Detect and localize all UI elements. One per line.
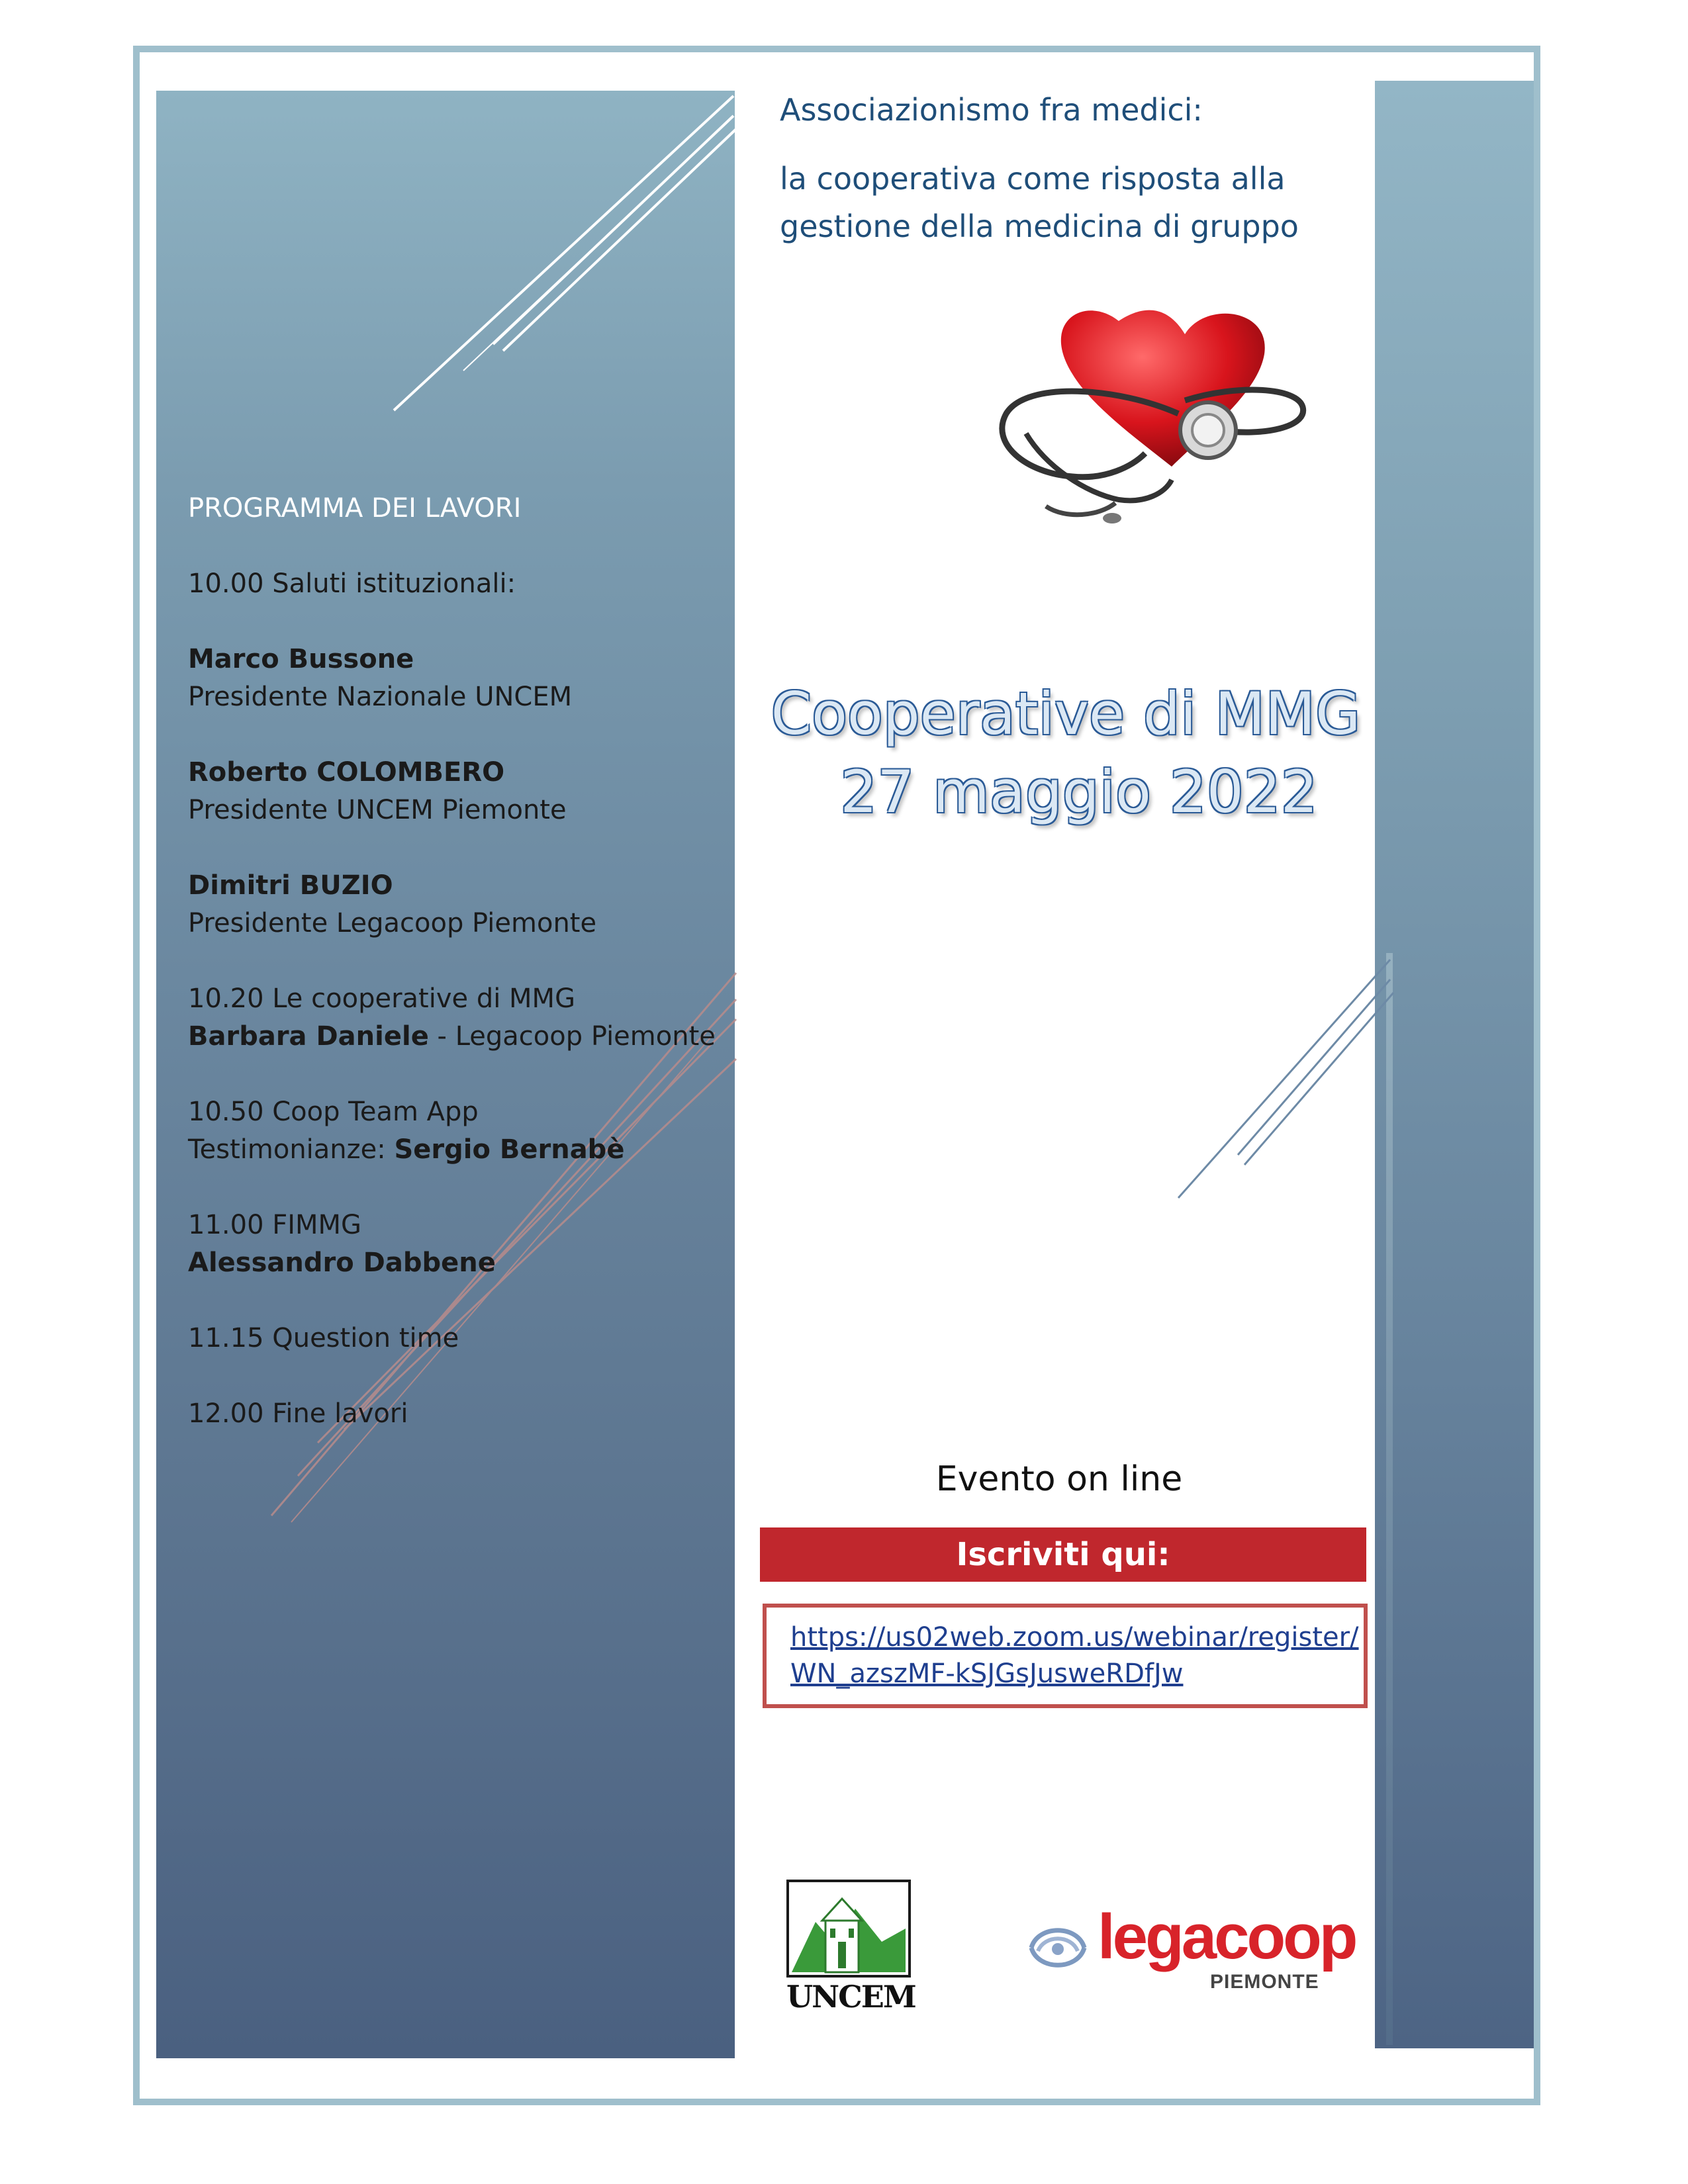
uncem-wordmark: UNCEM	[786, 1979, 915, 2015]
event-mode: Evento on line	[935, 1459, 1183, 1499]
item-1-org: - Legacoop Piemonte	[428, 1021, 716, 1052]
speaker-2-name: Roberto COLOMBERO	[188, 757, 505, 788]
right-strip	[1386, 953, 1393, 2045]
item-1-time: 10.20 Le cooperative di MMG	[188, 983, 576, 1014]
right-panel	[1375, 81, 1534, 2048]
uncem-mountain-icon	[789, 1882, 908, 1975]
register-banner: Iscriviti qui:	[760, 1527, 1366, 1582]
speaker-1-role: Presidente Nazionale UNCEM	[188, 682, 573, 712]
item-2-time: 10.50 Coop Team App	[188, 1097, 479, 1127]
program-saluti: 10.00 Saluti istituzionali:	[188, 569, 516, 599]
register-link-line-1[interactable]: https://us02web.zoom.us/webinar/register/	[790, 1622, 1359, 1653]
item-2-speaker: Sergio Bernabè	[394, 1134, 625, 1165]
item-3-speaker: Alessandro Dabbene	[188, 1248, 496, 1278]
register-link-line-2[interactable]: WN_azszMF-kSJGsJusweRDfJw	[790, 1659, 1184, 1689]
program-list	[188, 490, 731, 1433]
speaker-3-name: Dimitri BUZIO	[188, 870, 393, 901]
event-title: Cooperative di MMG	[771, 680, 1361, 748]
heart-stethoscope-illustration	[986, 301, 1331, 536]
legacoop-swirl-icon	[1025, 1918, 1091, 1978]
item-1-speaker: Barbara Daniele	[188, 1021, 429, 1052]
program-heading: PROGRAMMA DEI LAVORI	[188, 493, 522, 523]
event-title-block	[768, 675, 1364, 831]
speaker-3-role: Presidente Legacoop Piemonte	[188, 908, 597, 938]
subtitle-line-3: gestione della medicina di gruppo	[780, 208, 1299, 244]
legacoop-region: PIEMONTE	[1210, 1971, 1319, 1993]
register-link-box	[763, 1604, 1368, 1708]
legacoop-logo	[1025, 1901, 1356, 2005]
item-4: 11.15 Question time	[188, 1323, 459, 1353]
item-5: 12.00 Fine lavori	[188, 1398, 408, 1429]
subtitle-line-1: Associazionismo fra medici:	[780, 92, 1203, 128]
item-2-prefix: Testimonianze:	[188, 1134, 395, 1165]
legacoop-wordmark: legacoop	[1098, 1901, 1356, 1972]
item-3-time: 11.00 FIMMG	[188, 1210, 362, 1240]
subtitle-lines	[780, 155, 1376, 250]
speaker-1-name: Marco Bussone	[188, 644, 414, 674]
event-date: 27 maggio 2022	[840, 758, 1318, 826]
uncem-emblem	[786, 1880, 911, 1978]
subtitle-line-2: la cooperativa come risposta alla	[780, 161, 1286, 197]
speaker-2-role: Presidente UNCEM Piemonte	[188, 795, 567, 825]
uncem-logo	[786, 1880, 914, 2015]
